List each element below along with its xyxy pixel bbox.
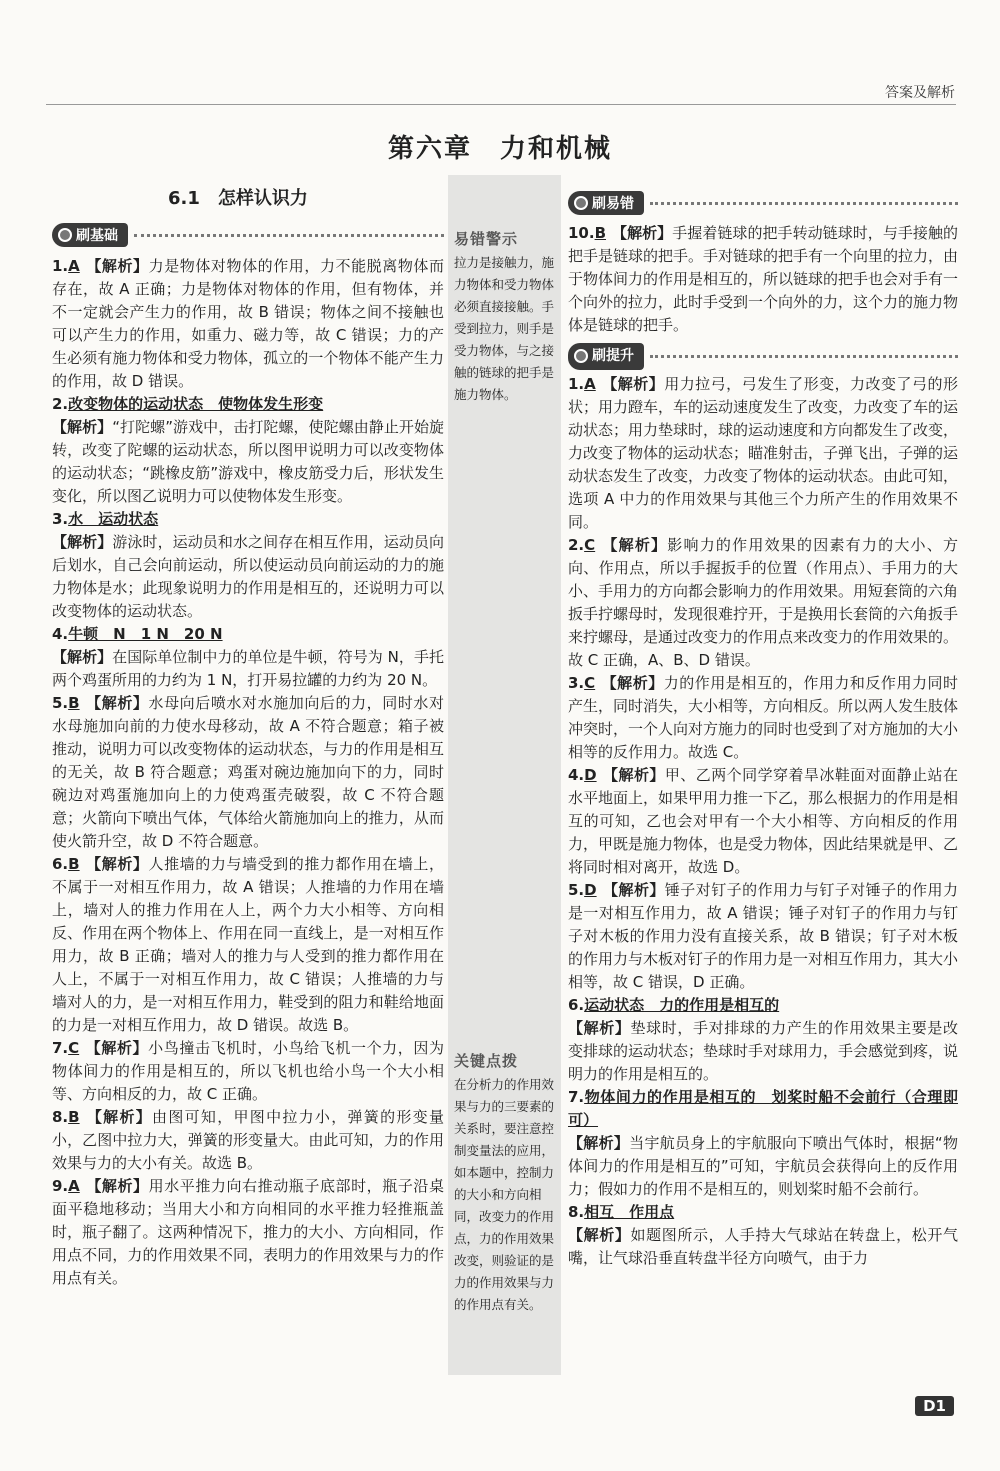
side-tip-mistake-text: 拉力是接触力，施力物体和受力物体必须直接接触。手受到拉力，则手是受力物体，与之接触的链球的把手是施力物体。 (454, 255, 555, 402)
left-column (52, 255, 444, 1290)
banner-mistake-label: 刷易错 (592, 196, 634, 212)
side-tip-mistake-title: 易错警示 (454, 230, 519, 248)
banner-advance (568, 343, 958, 369)
question-item: 3.C 【解析】力的作用是相互的，作用力和反作用力同时产生，同时消失，大小相等，方向相反。所以两人发生肢体冲突时，一个人向对方施力的同时也受到了对方施加的大小相等的反作用力。故选 C。 (568, 674, 959, 761)
question-item: 5.B 【解析】水母向后喷水对水施加向后的力，同时水对水母施加向前的力使水母移动，故 A 不符合题意；箱子被推动，说明力可以改变物体的运动状态，与力的作用是相互的无关，故 B 符合题意；鸡蛋对碗边施加向下的力，同时碗边对鸡蛋施加向上的力使鸡蛋壳破裂，故 C 不符合题意；火箭向下喷出气体，气体给火箭施加向上的推力，从而使火箭升空，故 D 不符合题意。 (52, 694, 444, 850)
question-item: 9.A 【解析】用水平推力向右推动瓶子底部时，瓶子沿桌面平稳地移动；当用大小和方向相同的水平推力轻推瓶盖时，瓶子翻了。这两种情况下，推力的大小、方向相同，作用点不同，力的作用效果不同，表明力的作用效果与力的作用点有关。 (52, 1177, 444, 1287)
question-item: 1.A 【解析】用力拉弓，弓发生了形变，力改变了弓的形状；用力蹬车，车的运动速度发生了改变，力改变了车的运动状态；用力垫球时，球的运动速度和方向都发生了改变，力改变了物体的运动状态；瞄准射击，子弹飞出，子弹的运动状态发生了改变，力改变了物体的运动状态。由此可知，选项 A 中力的作用效果与其他三个力所产生的作用效果不同。 (568, 375, 959, 531)
banner-mistake (568, 190, 958, 216)
question-item: 1.A 【解析】力是物体对物体的作用，力不能脱离物体而存在，故 A 正确；力是物体对物体的作用，但有物体，并不一定就会产生力的作用，故 B 错误；物体之间不接触也可以产生力的作用，如重力、磁力等，故 C 错误；力的产生必须有施力物体和受力物体，孤立的一个物体不能产生力的作用，故 D 错误。 (52, 257, 444, 390)
page-number: D1 (915, 1396, 954, 1416)
dotted-rule (134, 234, 444, 237)
side-tip-key-title: 关键点拨 (454, 1052, 519, 1070)
question-item: 6.运动状态 力的作用是相互的 【解析】垫球时，手对排球的力产生的作用效果主要是改变排球的运动状态；垫球时手对球用力，手会感觉到疼，说明力的作用是相互的。 (568, 996, 959, 1083)
question-item: 7.物体间力的作用是相互的 划桨时船不会前行（合理即可） 【解析】当宇航员身上的宇航服向下喷出气体时，根据“物体间力的作用是相互的”可知，宇航员会获得向上的反作用力；假如力的作用不是相互的，则划桨时船不会前行。 (568, 1088, 958, 1198)
header-section-label: 答案及解析 (885, 85, 955, 101)
badge-icon (58, 228, 72, 242)
dotted-rule (650, 355, 958, 358)
dotted-rule (650, 202, 958, 205)
side-tip-key (454, 1050, 556, 1316)
right-column (568, 222, 958, 1270)
question-item: 5.D 【解析】锤子对钉子的作用力与钉子对锤子的作用力是一对相互作用力，故 A 错误；锤子对钉子的作用力与钉子对木板的作用力没有直接关系，故 B 错误；钉子对木板的作用力与木板对钉子的作用力是一对相互作用力，其大小相等，故 C 错误，D 正确。 (568, 881, 959, 991)
side-tip-key-text: 在分析力的作用效果与力的三要素的关系时，要注意控制变量法的应用，如本题中，控制力的大小和方向相同，改变力的作用点，力的作用效果改变，则验证的是力的作用效果与力的作用点有关。 (454, 1077, 555, 1312)
chapter-title: 第六章 力和机械 (387, 134, 612, 164)
banner-advance-label: 刷提升 (592, 347, 634, 364)
side-tip-mistake (454, 228, 556, 406)
section-title: 6.1 怎样认识力 (168, 188, 308, 209)
banner-basic (52, 222, 444, 248)
badge-icon (574, 196, 588, 210)
header-divider (46, 104, 956, 105)
question-item: 2.改变物体的运动状态 使物体发生形变 【解析】“打陀螺”游戏中，击打陀螺，使陀螺由静止开始旋转，改变了陀螺的运动状态，所以图甲说明力可以改变物体的运动状态；“跳橡皮筋”游戏中，橡皮筋受力后，形状发生变化，所以图乙说明力可以使物体发生形变。 (52, 395, 444, 505)
question-item: 4.D 【解析】甲、乙两个同学穿着旱冰鞋面对面静止站在水平地面上，如果甲用力推一下乙，那么根据力的作用是相互的可知，乙也会对甲有一个大小相等、方向相反的作用力，甲既是施力物体，也是受力物体，因此结果就是甲、乙将同时相对离开，故选 D。 (568, 766, 959, 876)
question-item: 8.相互 作用点 【解析】如题图所示，人手持大气球站在转盘上，松开气嘴，让气球沿垂直转盘半径方向喷气，由于力 (568, 1203, 958, 1267)
question-item: 3.水 运动状态 【解析】游泳时，运动员和水之间存在相互作用，运动员向后划水，自己会向前运动，所以使运动员向前运动的力的施力物体是水；此现象说明力的作用是相互的，还说明力可以改变物体的运动状态。 (52, 510, 444, 620)
question-item: 10.B 【解析】手握着链球的把手转动链球时，与手接触的把手是链球的把手。手对链球的把手有一个向里的拉力，由于物体间力的作用是相互的，所以链球的把手也会对手有一个向外的拉力，此时手受到一个向外的力，这个力的施力物体是链球的把手。 (568, 224, 959, 334)
banner-basic-label: 刷基础 (76, 228, 118, 244)
question-item: 7.C 【解析】小鸟撞击飞机时，小鸟给飞机一个力，因为物体间力的作用是相互的，所以飞机也给小鸟一个大小相等、方向相反的力，故 C 正确。 (52, 1039, 444, 1103)
question-item: 6.B 【解析】人推墙的力与墙受到的推力都作用在墙上，不属于一对相互作用力，故 A 错误；人推墙的力作用在墙上，墙对人的推力作用在人上，两个力大小相等、方向相反、作用在两个物体上、作用在同一直线上，是一对相互作用力，故 B 正确；墙对人的推力与人受到的推力都作用在人上，不属于一对相互作用力，故 C 错误；人推墙的力与墙对人的力，是一对相互作用力，鞋受到的阻力和鞋给地面的力是一对相互作用力，故 D 错误。故选 B。 (52, 855, 444, 1034)
question-item: 2.C 【解析】影响力的作用效果的因素有力的大小、方向、作用点，所以手握扳手的位置（作用点）、手用力的大小、手用力的方向都会影响力的作用效果。用短套筒的六角扳手拧螺母时，发现很难拧开，于是换用长套筒的六角扳手来拧螺母，是通过改变力的作用点来改变力的作用效果的。故 C 正确，A、B、D 错误。 (568, 536, 959, 669)
badge-icon (574, 349, 588, 363)
question-item: 4.牛顿 N 1 N 20 N 【解析】在国际单位制中力的单位是牛顿，符号为 N，手托两个鸡蛋所用的力约为 1 N，打开易拉罐的力约为 20 N。 (52, 625, 444, 689)
question-item: 8.B 【解析】由图可知，甲图中拉力小，弹簧的形变量小，乙图中拉力大，弹簧的形变量大。由此可知，力的作用效果与力的大小有关。故选 B。 (52, 1108, 444, 1172)
